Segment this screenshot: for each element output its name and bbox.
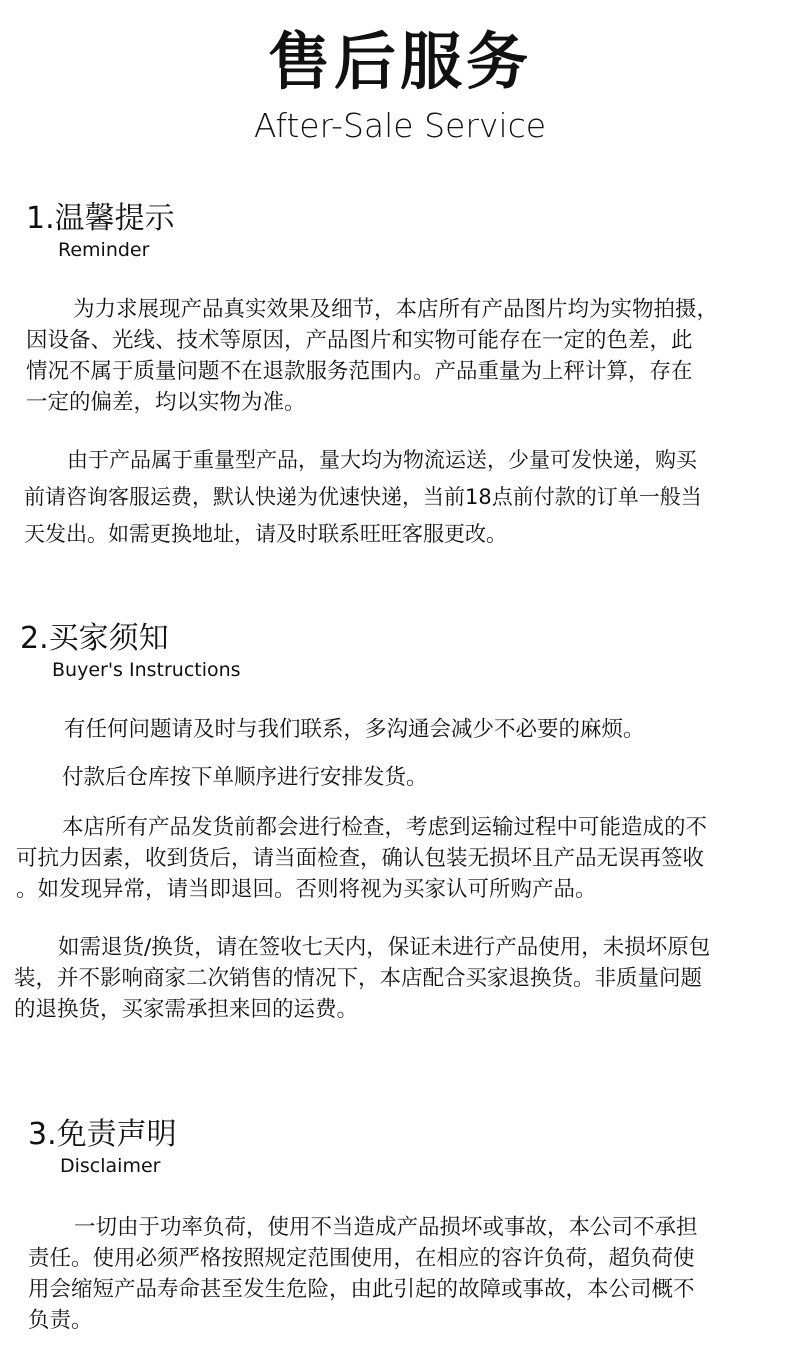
paragraph-line: 因设备、光线、技术等原因，产品图片和实物可能存在一定的色差，此	[26, 328, 693, 353]
paragraph-line: 付款后仓库按下单顺序进行安排发货。	[62, 765, 428, 790]
paragraph-line: 本店所有产品发货前都会进行检查，考虑到运输过程中可能造成的不	[62, 815, 708, 840]
section-title-en: Reminder	[58, 239, 150, 261]
paragraph	[28, 1212, 698, 1336]
section-title-en: Buyer's Instructions	[52, 659, 241, 681]
section-title-en: Disclaimer	[60, 1155, 161, 1177]
paragraph	[16, 812, 707, 905]
section-heading-reminder	[26, 200, 175, 262]
paragraph-line: 责任。使用必须严格按照规定范围使用，在相应的容许负荷，超负荷使	[28, 1246, 695, 1271]
page-title-cn: 售后服务	[267, 25, 532, 98]
paragraph-line: 负责。	[28, 1308, 93, 1333]
paragraph-line: 用会缩短产品寿命甚至发生危险，由此引起的故障或事故，本公司概不	[28, 1277, 695, 1302]
paragraph	[26, 294, 718, 418]
paragraph-line: 的退换货，买家需承担来回的运费。	[14, 997, 359, 1022]
section-title-cn: 1.温馨提示	[26, 201, 175, 236]
section-heading-buyer-instructions	[20, 620, 241, 682]
paragraph-line: 。如发现异常，请当即退回。否则将视为买家认可所购产品。	[16, 877, 597, 902]
paragraph-line: 一定的偏差，均以实物为准。	[26, 390, 306, 415]
paragraph-line: 情况不属于质量问题不在退款服务范围内。产品重量为上秤计算，存在	[26, 359, 693, 384]
paragraph-line: 有任何问题请及时与我们联系，多沟通会减少不必要的麻烦。	[64, 717, 645, 742]
paragraph	[14, 932, 710, 1025]
section-title-cn: 3.免责声明	[28, 1117, 177, 1152]
paragraph	[24, 442, 702, 553]
paragraph-line: 前请咨询客服运费，默认快递为优速快递，当前18点前付款的订单一般当	[24, 485, 702, 509]
paragraph-line: 天发出。如需更换地址，请及时联系旺旺客服更改。	[24, 522, 507, 546]
section-title-cn: 2.买家须知	[20, 621, 169, 656]
paragraph-line: 装，并不影响商家二次销售的情况下，本店配合买家退换货。非质量问题	[14, 966, 703, 991]
paragraph-line: 为力求展现产品真实效果及细节，本店所有产品图片均为实物拍摄，	[73, 297, 719, 322]
paragraph-line: 如需退货/换货，请在签收七天内，保证未进行产品使用，未损坏原包	[58, 935, 711, 960]
paragraph	[62, 762, 428, 793]
section-heading-disclaimer	[28, 1116, 177, 1178]
paragraph-line: 一切由于功率负荷，使用不当造成产品损坏或事故，本公司不承担	[74, 1215, 698, 1240]
paragraph-line: 由于产品属于重量型产品，量大均为物流运送，少量可发快递，购买	[67, 448, 697, 472]
paragraph	[64, 714, 645, 745]
page-title-en: After-Sale Service	[253, 106, 547, 145]
paragraph-line: 可抗力因素，收到货后，请当面检查，确认包装无损坏且产品无误再签收	[16, 846, 705, 871]
